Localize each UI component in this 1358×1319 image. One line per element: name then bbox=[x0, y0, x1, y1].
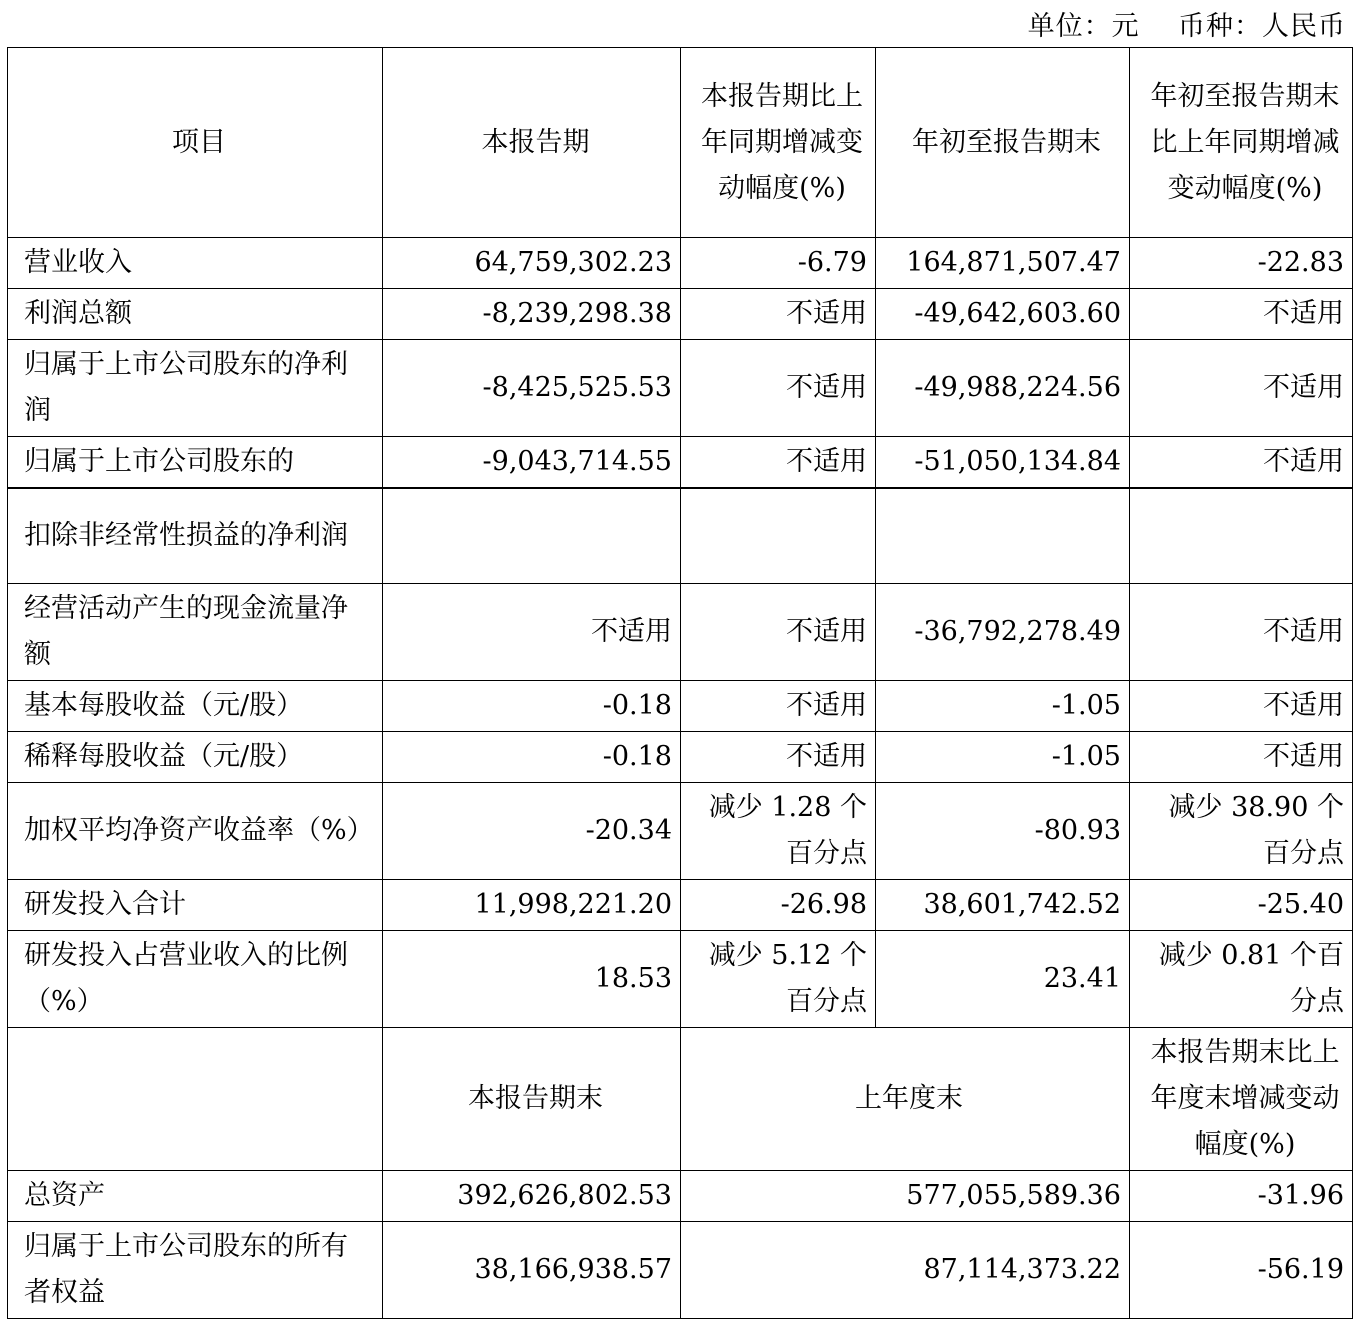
cell-ytd-change: 减少 0.81 个百分点 bbox=[1130, 930, 1353, 1027]
header2-prior-year-end: 上年度末 bbox=[681, 1027, 1130, 1170]
row-label: 归属于上市公司股东的净利润 bbox=[8, 340, 383, 437]
table-row bbox=[8, 1221, 1353, 1318]
row-label: 利润总额 bbox=[8, 289, 383, 340]
cell-current: -0.18 bbox=[383, 680, 681, 731]
cell-current-change: 不适用 bbox=[681, 731, 876, 782]
cell-ytd: -36,792,278.49 bbox=[876, 583, 1130, 680]
header-current-change: 本报告期比上年同期增减变动幅度(%) bbox=[681, 48, 876, 238]
row-label: 总资产 bbox=[8, 1170, 383, 1221]
cell-current: -8,425,525.53 bbox=[383, 340, 681, 437]
cell-ytd: -49,642,603.60 bbox=[876, 289, 1130, 340]
balance-header-row bbox=[8, 1027, 1353, 1170]
table-row bbox=[8, 340, 1353, 437]
cell-current-change: 不适用 bbox=[681, 289, 876, 340]
cell-current bbox=[383, 488, 681, 583]
header2-item bbox=[8, 1027, 383, 1170]
cell-ytd bbox=[876, 488, 1130, 583]
cell-ytd-change: 不适用 bbox=[1130, 289, 1353, 340]
cell-current: -8,239,298.38 bbox=[383, 289, 681, 340]
cell-period-end: 38,166,938.57 bbox=[383, 1221, 681, 1318]
cell-current-change: -6.79 bbox=[681, 238, 876, 289]
cell-current: -9,043,714.55 bbox=[383, 437, 681, 489]
row-label: 营业收入 bbox=[8, 238, 383, 289]
cell-current: 不适用 bbox=[383, 583, 681, 680]
row-label: 研发投入占营业收入的比例（%） bbox=[8, 930, 383, 1027]
table-row bbox=[8, 289, 1353, 340]
row-label: 加权平均净资产收益率（%） bbox=[8, 782, 383, 879]
cell-current-change bbox=[681, 488, 876, 583]
cell-ytd: -80.93 bbox=[876, 782, 1130, 879]
cell-ytd-change: 减少 38.90 个百分点 bbox=[1130, 782, 1353, 879]
cell-ytd-change: 不适用 bbox=[1130, 680, 1353, 731]
table-row bbox=[8, 1170, 1353, 1221]
cell-current-change: 不适用 bbox=[681, 437, 876, 489]
cell-current-change: 不适用 bbox=[681, 583, 876, 680]
table-row bbox=[8, 930, 1353, 1027]
financial-data-table bbox=[7, 47, 1353, 1319]
cell-ytd-change: 不适用 bbox=[1130, 583, 1353, 680]
cell-current-change: -26.98 bbox=[681, 879, 876, 930]
row-label: 基本每股收益（元/股） bbox=[8, 680, 383, 731]
cell-current-change: 不适用 bbox=[681, 340, 876, 437]
cell-ytd: -1.05 bbox=[876, 680, 1130, 731]
table-row bbox=[8, 488, 1353, 583]
cell-ytd: -1.05 bbox=[876, 731, 1130, 782]
cell-ytd-change: -22.83 bbox=[1130, 238, 1353, 289]
cell-ytd-change: 不适用 bbox=[1130, 340, 1353, 437]
cell-change: -31.96 bbox=[1130, 1170, 1353, 1221]
row-label: 经营活动产生的现金流量净额 bbox=[8, 583, 383, 680]
row-label: 归属于上市公司股东的 bbox=[8, 437, 383, 489]
cell-current: -20.34 bbox=[383, 782, 681, 879]
cell-ytd-change: 不适用 bbox=[1130, 437, 1353, 489]
header2-period-end: 本报告期末 bbox=[383, 1027, 681, 1170]
cell-prior-year-end: 87,114,373.22 bbox=[681, 1221, 1130, 1318]
cell-ytd: -49,988,224.56 bbox=[876, 340, 1130, 437]
header-item: 项目 bbox=[8, 48, 383, 238]
row-label: 稀释每股收益（元/股） bbox=[8, 731, 383, 782]
cell-ytd: 38,601,742.52 bbox=[876, 879, 1130, 930]
header-ytd: 年初至报告期末 bbox=[876, 48, 1130, 238]
table-row bbox=[8, 238, 1353, 289]
cell-ytd-change bbox=[1130, 488, 1353, 583]
cell-ytd: -51,050,134.84 bbox=[876, 437, 1130, 489]
cell-current: 64,759,302.23 bbox=[383, 238, 681, 289]
row-label: 归属于上市公司股东的所有者权益 bbox=[8, 1221, 383, 1318]
cell-current: 18.53 bbox=[383, 930, 681, 1027]
cell-ytd-change: 不适用 bbox=[1130, 731, 1353, 782]
cell-current: 11,998,221.20 bbox=[383, 879, 681, 930]
cell-ytd: 164,871,507.47 bbox=[876, 238, 1130, 289]
table-header-row bbox=[8, 48, 1353, 238]
table-row bbox=[8, 583, 1353, 680]
table-row bbox=[8, 782, 1353, 879]
row-label: 研发投入合计 bbox=[8, 879, 383, 930]
table-row bbox=[8, 680, 1353, 731]
cell-current-change: 减少 5.12 个百分点 bbox=[681, 930, 876, 1027]
cell-period-end: 392,626,802.53 bbox=[383, 1170, 681, 1221]
cell-current-change: 不适用 bbox=[681, 680, 876, 731]
header-current-period: 本报告期 bbox=[383, 48, 681, 238]
cell-change: -56.19 bbox=[1130, 1221, 1353, 1318]
table-row bbox=[8, 731, 1353, 782]
table-row bbox=[8, 437, 1353, 489]
unit-note: 单位：元 币种：人民币 bbox=[1027, 11, 1346, 42]
cell-prior-year-end: 577,055,589.36 bbox=[681, 1170, 1130, 1221]
cell-ytd: 23.41 bbox=[876, 930, 1130, 1027]
cell-current-change: 减少 1.28 个百分点 bbox=[681, 782, 876, 879]
cell-ytd-change: -25.40 bbox=[1130, 879, 1353, 930]
cell-current: -0.18 bbox=[383, 731, 681, 782]
table-row bbox=[8, 879, 1353, 930]
header-ytd-change: 年初至报告期末比上年同期增减变动幅度(%) bbox=[1130, 48, 1353, 238]
row-label: 扣除非经常性损益的净利润 bbox=[8, 488, 383, 583]
header2-change: 本报告期末比上年度末增减变动幅度(%) bbox=[1130, 1027, 1353, 1170]
